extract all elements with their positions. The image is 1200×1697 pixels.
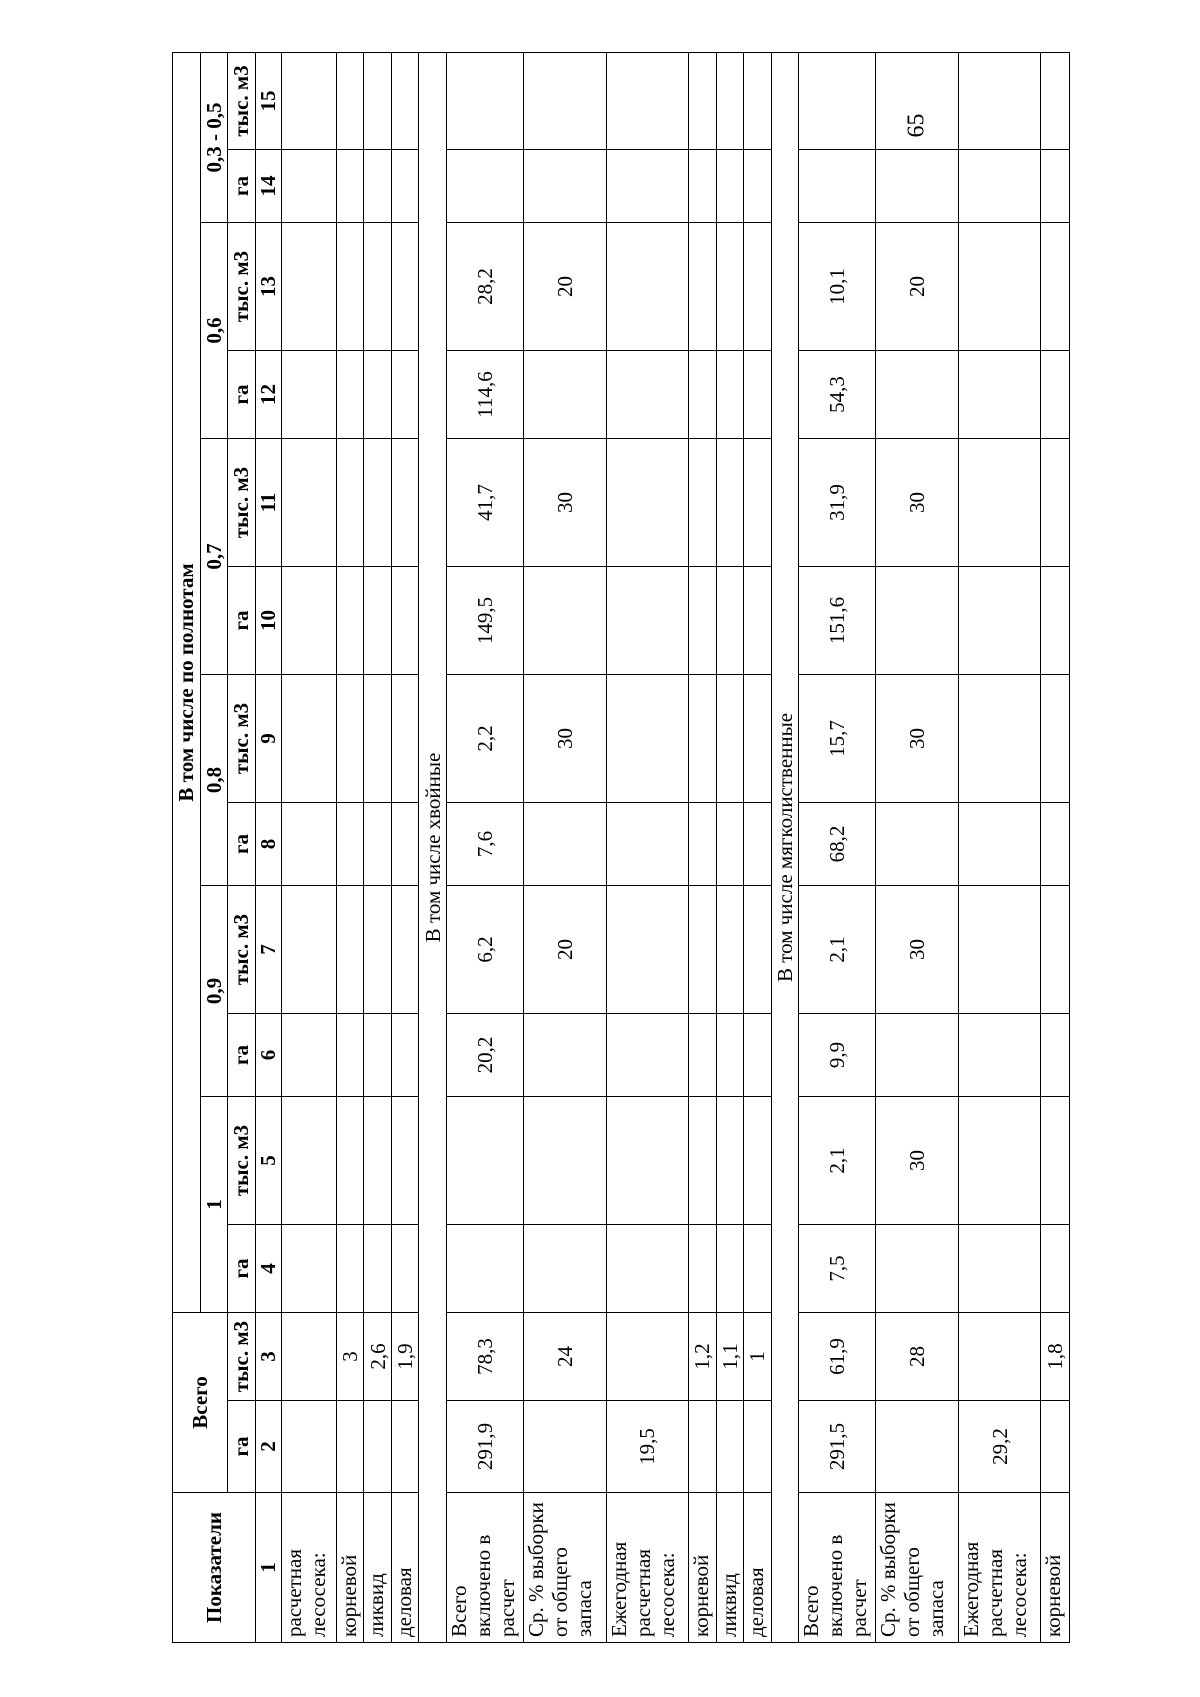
table-cell bbox=[606, 566, 689, 674]
header-col-number: 9 bbox=[255, 674, 281, 802]
table-cell bbox=[336, 222, 364, 350]
table-cell bbox=[336, 350, 364, 438]
section-header: В том числе мягколиственные bbox=[771, 52, 799, 1642]
table-cell bbox=[391, 1224, 419, 1312]
table-cell bbox=[716, 566, 744, 674]
rotated-table-container bbox=[172, 53, 1070, 1643]
header-col-number: 13 bbox=[255, 222, 281, 350]
table-cell bbox=[799, 52, 876, 149]
table-cell bbox=[606, 802, 689, 885]
header-unit-ha: га bbox=[228, 1224, 256, 1312]
row-label: деловая bbox=[744, 1493, 772, 1643]
table-cell bbox=[446, 1224, 523, 1312]
table-cell bbox=[716, 1013, 744, 1096]
table-cell: 30 bbox=[524, 674, 607, 802]
header-unit-ha: га bbox=[228, 1013, 256, 1096]
table-cell bbox=[716, 350, 744, 438]
table-cell bbox=[446, 1096, 523, 1224]
table-cell: 28 bbox=[876, 1312, 959, 1400]
table-cell: 29,2 bbox=[958, 1401, 1041, 1493]
table-cell bbox=[391, 674, 419, 802]
header-col-number: 8 bbox=[255, 802, 281, 885]
table-cell: 20,2 bbox=[446, 1013, 523, 1096]
table-cell bbox=[744, 674, 772, 802]
header-col-number: 1 bbox=[255, 1493, 281, 1643]
table-cell bbox=[524, 566, 607, 674]
table-cell: 30 bbox=[876, 885, 959, 1013]
table-cell bbox=[606, 885, 689, 1013]
header-unit-ha: га bbox=[228, 350, 256, 438]
table-cell: 1,8 bbox=[1041, 1312, 1070, 1400]
header-density: 0,8 bbox=[200, 674, 228, 885]
table-cell bbox=[958, 1312, 1041, 1400]
table-cell bbox=[364, 802, 392, 885]
table-cell: 30 bbox=[876, 674, 959, 802]
table-cell bbox=[716, 885, 744, 1013]
forest-harvest-table bbox=[172, 52, 1070, 1643]
header-col-number: 4 bbox=[255, 1224, 281, 1312]
table-cell bbox=[281, 350, 336, 438]
table-cell bbox=[364, 149, 392, 222]
header-by-density: В том числе по полнотам bbox=[173, 52, 201, 1312]
table-cell bbox=[958, 674, 1041, 802]
table-cell: 291,5 bbox=[799, 1401, 876, 1493]
table-cell bbox=[1041, 674, 1070, 802]
table-cell bbox=[391, 438, 419, 566]
header-col-number: 15 bbox=[255, 52, 281, 149]
header-unit-volume: тыс. м3 bbox=[228, 674, 256, 802]
table-cell bbox=[524, 1401, 607, 1493]
table-cell bbox=[716, 149, 744, 222]
table-cell bbox=[391, 149, 419, 222]
header-density: 0,3 - 0,5 bbox=[200, 52, 228, 222]
table-cell bbox=[744, 52, 772, 149]
table-cell bbox=[606, 1013, 689, 1096]
header-col-number: 6 bbox=[255, 1013, 281, 1096]
table-cell bbox=[1041, 1224, 1070, 1312]
table-cell bbox=[281, 149, 336, 222]
table-cell: 78,3 bbox=[446, 1312, 523, 1400]
table-cell bbox=[744, 438, 772, 566]
table-cell bbox=[606, 149, 689, 222]
table-cell: 20 bbox=[876, 222, 959, 350]
row-label: расчетная лесосека: bbox=[281, 1493, 336, 1643]
header-col-number: 5 bbox=[255, 1096, 281, 1224]
table-cell bbox=[446, 149, 523, 222]
row-label: Всего включено в расчет bbox=[799, 1493, 876, 1643]
table-cell bbox=[958, 1013, 1041, 1096]
table-cell bbox=[524, 1224, 607, 1312]
table-cell bbox=[336, 438, 364, 566]
table-cell bbox=[1041, 1013, 1070, 1096]
table-cell: 1,9 bbox=[391, 1312, 419, 1400]
header-col-number: 3 bbox=[255, 1312, 281, 1400]
table-cell: 30 bbox=[876, 1096, 959, 1224]
table-cell bbox=[1041, 222, 1070, 350]
header-density: 0,7 bbox=[200, 438, 228, 674]
header-col-number: 7 bbox=[255, 885, 281, 1013]
table-cell: 3 bbox=[336, 1312, 364, 1400]
table-cell bbox=[1041, 566, 1070, 674]
table-cell bbox=[281, 1013, 336, 1096]
table-cell bbox=[336, 1096, 364, 1224]
table-cell bbox=[364, 1096, 392, 1224]
table-cell bbox=[606, 674, 689, 802]
table-cell bbox=[689, 1013, 717, 1096]
table-cell bbox=[391, 1013, 419, 1096]
table-cell bbox=[281, 1401, 336, 1493]
table-cell bbox=[744, 1401, 772, 1493]
table-cell bbox=[716, 52, 744, 149]
table-cell bbox=[876, 1224, 959, 1312]
table-cell: 61,9 bbox=[799, 1312, 876, 1400]
table-cell bbox=[391, 350, 419, 438]
header-total: Всего bbox=[173, 1312, 228, 1492]
table-cell: 6,2 bbox=[446, 885, 523, 1013]
table-cell bbox=[606, 222, 689, 350]
row-label: ликвид bbox=[716, 1493, 744, 1643]
table-cell bbox=[391, 885, 419, 1013]
table-cell bbox=[689, 674, 717, 802]
table-cell bbox=[744, 1013, 772, 1096]
section-header: В том числе хвойные bbox=[419, 52, 447, 1642]
header-unit-volume: тыс. м3 bbox=[228, 1312, 256, 1400]
table-cell bbox=[391, 1401, 419, 1493]
table-cell bbox=[716, 1401, 744, 1493]
header-col-number: 2 bbox=[255, 1401, 281, 1493]
table-cell: 68,2 bbox=[799, 802, 876, 885]
table-cell bbox=[336, 1224, 364, 1312]
row-label: деловая bbox=[391, 1493, 419, 1643]
table-cell bbox=[744, 350, 772, 438]
table-cell bbox=[336, 885, 364, 1013]
table-cell bbox=[336, 674, 364, 802]
table-cell bbox=[876, 350, 959, 438]
table-cell bbox=[606, 1224, 689, 1312]
table-cell: 9,9 bbox=[799, 1013, 876, 1096]
table-cell bbox=[689, 885, 717, 1013]
table-cell bbox=[958, 1096, 1041, 1224]
table-cell: 20 bbox=[524, 222, 607, 350]
table-cell bbox=[281, 52, 336, 149]
table-cell bbox=[606, 1312, 689, 1400]
table-cell: 24 bbox=[524, 1312, 607, 1400]
row-label: корневой bbox=[1041, 1493, 1070, 1643]
header-col-number: 14 bbox=[255, 149, 281, 222]
table-cell: 30 bbox=[524, 438, 607, 566]
table-cell bbox=[336, 802, 364, 885]
table-cell: 10,1 bbox=[799, 222, 876, 350]
table-cell bbox=[744, 802, 772, 885]
table-cell: 31,9 bbox=[799, 438, 876, 566]
table-cell bbox=[336, 149, 364, 222]
table-cell bbox=[391, 1096, 419, 1224]
table-cell bbox=[524, 1096, 607, 1224]
table-cell bbox=[1041, 149, 1070, 222]
table-cell bbox=[1041, 438, 1070, 566]
table-cell bbox=[364, 222, 392, 350]
table-cell bbox=[958, 566, 1041, 674]
table-cell bbox=[391, 52, 419, 149]
table-cell bbox=[876, 1401, 959, 1493]
row-label: Всего включено в расчет bbox=[446, 1493, 523, 1643]
table-cell bbox=[336, 566, 364, 674]
row-label: Ежегодная расчетная лесосека: bbox=[606, 1493, 689, 1643]
table-cell: 7,6 bbox=[446, 802, 523, 885]
table-cell bbox=[281, 1096, 336, 1224]
table-cell bbox=[876, 802, 959, 885]
table-cell bbox=[606, 350, 689, 438]
table-cell bbox=[689, 52, 717, 149]
table-cell bbox=[606, 438, 689, 566]
table-cell: 19,5 bbox=[606, 1401, 689, 1493]
table-cell bbox=[689, 1224, 717, 1312]
header-unit-volume: тыс. м3 bbox=[228, 438, 256, 566]
header-density: 1 bbox=[200, 1096, 228, 1312]
table-cell bbox=[716, 222, 744, 350]
table-cell: 7,5 bbox=[799, 1224, 876, 1312]
table-cell bbox=[606, 52, 689, 149]
table-cell: 41,7 bbox=[446, 438, 523, 566]
table-cell: 2,1 bbox=[799, 1096, 876, 1224]
table-cell bbox=[716, 1224, 744, 1312]
table-cell: 1,1 bbox=[716, 1312, 744, 1400]
page-number: 65 bbox=[903, 113, 930, 138]
table-cell bbox=[364, 438, 392, 566]
table-cell: 291,9 bbox=[446, 1401, 523, 1493]
table-cell bbox=[391, 566, 419, 674]
header-density: 0,6 bbox=[200, 222, 228, 438]
table-cell bbox=[364, 1401, 392, 1493]
table-cell bbox=[336, 1013, 364, 1096]
table-cell bbox=[744, 149, 772, 222]
table-cell bbox=[524, 149, 607, 222]
table-cell: 54,3 bbox=[799, 350, 876, 438]
table-cell bbox=[446, 52, 523, 149]
row-label: корневой bbox=[689, 1493, 717, 1643]
table-cell bbox=[958, 222, 1041, 350]
table-cell bbox=[876, 52, 959, 149]
table-cell bbox=[364, 674, 392, 802]
table-cell bbox=[716, 1096, 744, 1224]
table-cell bbox=[281, 566, 336, 674]
table-cell: 114,6 bbox=[446, 350, 523, 438]
table-cell: 1,2 bbox=[689, 1312, 717, 1400]
table-cell: 149,5 bbox=[446, 566, 523, 674]
table-cell bbox=[958, 438, 1041, 566]
table-cell bbox=[958, 802, 1041, 885]
table-cell bbox=[1041, 802, 1070, 885]
header-unit-ha: га bbox=[228, 802, 256, 885]
table-cell bbox=[364, 1224, 392, 1312]
table-cell bbox=[606, 1096, 689, 1224]
header-unit-ha: га bbox=[228, 1401, 256, 1493]
table-cell bbox=[958, 149, 1041, 222]
table-cell bbox=[336, 52, 364, 149]
table-cell bbox=[744, 1096, 772, 1224]
table-cell bbox=[281, 1312, 336, 1400]
table-cell bbox=[1041, 52, 1070, 149]
table-cell bbox=[281, 802, 336, 885]
table-cell bbox=[1041, 1096, 1070, 1224]
table-cell bbox=[281, 438, 336, 566]
table-cell bbox=[876, 149, 959, 222]
header-unit-volume: тыс. м3 bbox=[228, 885, 256, 1013]
table-cell bbox=[391, 802, 419, 885]
table-cell bbox=[744, 1224, 772, 1312]
table-cell bbox=[281, 222, 336, 350]
table-cell bbox=[716, 438, 744, 566]
table-cell bbox=[876, 1013, 959, 1096]
table-cell bbox=[391, 222, 419, 350]
table-cell: 151,6 bbox=[799, 566, 876, 674]
header-indicators: Показатели bbox=[173, 1493, 256, 1643]
header-unit-volume: тыс. м3 bbox=[228, 222, 256, 350]
table-cell bbox=[364, 350, 392, 438]
table-cell bbox=[524, 350, 607, 438]
table-cell bbox=[958, 52, 1041, 149]
table-cell bbox=[524, 52, 607, 149]
table-cell bbox=[958, 885, 1041, 1013]
table-cell bbox=[1041, 350, 1070, 438]
table-cell bbox=[364, 1013, 392, 1096]
table-cell bbox=[716, 802, 744, 885]
table-cell bbox=[524, 1013, 607, 1096]
header-unit-ha: га bbox=[228, 566, 256, 674]
table-cell: 28,2 bbox=[446, 222, 523, 350]
table-cell: 20 bbox=[524, 885, 607, 1013]
table-cell: 30 bbox=[876, 438, 959, 566]
row-label: Ср. % выборки от общего запаса bbox=[876, 1493, 959, 1643]
header-col-number: 12 bbox=[255, 350, 281, 438]
table-cell bbox=[689, 149, 717, 222]
table-cell bbox=[799, 149, 876, 222]
table-cell bbox=[876, 566, 959, 674]
header-density: 0,9 bbox=[200, 885, 228, 1096]
table-cell bbox=[958, 1224, 1041, 1312]
table-cell bbox=[689, 350, 717, 438]
row-label: Ежегодная расчетная лесосека: bbox=[958, 1493, 1041, 1643]
table-cell bbox=[364, 885, 392, 1013]
table-cell bbox=[524, 802, 607, 885]
header-unit-volume: тыс. м3 bbox=[228, 1096, 256, 1224]
table-cell bbox=[716, 674, 744, 802]
table-cell bbox=[336, 1401, 364, 1493]
header-unit-volume: тыс. м3 bbox=[228, 52, 256, 149]
table-cell bbox=[744, 566, 772, 674]
table-cell bbox=[689, 438, 717, 566]
table-cell bbox=[958, 350, 1041, 438]
table-cell bbox=[744, 885, 772, 1013]
table-cell bbox=[1041, 885, 1070, 1013]
row-label: Ср. % выборки от общего запаса bbox=[524, 1493, 607, 1643]
table-cell bbox=[689, 1401, 717, 1493]
header-unit-ha: га bbox=[228, 149, 256, 222]
table-cell bbox=[689, 802, 717, 885]
header-col-number: 10 bbox=[255, 566, 281, 674]
table-cell bbox=[689, 222, 717, 350]
table-cell bbox=[281, 885, 336, 1013]
table-cell bbox=[364, 566, 392, 674]
table-cell bbox=[689, 566, 717, 674]
table-cell bbox=[281, 674, 336, 802]
table-cell bbox=[744, 222, 772, 350]
table-cell: 1 bbox=[744, 1312, 772, 1400]
table-cell: 2,2 bbox=[446, 674, 523, 802]
table-cell: 15,7 bbox=[799, 674, 876, 802]
table-cell: 2,1 bbox=[799, 885, 876, 1013]
table-cell bbox=[1041, 1401, 1070, 1493]
row-label: корневой bbox=[336, 1493, 364, 1643]
table-cell bbox=[689, 1096, 717, 1224]
table-cell bbox=[364, 52, 392, 149]
row-label: ликвид bbox=[364, 1493, 392, 1643]
header-col-number: 11 bbox=[255, 438, 281, 566]
table-cell: 2,6 bbox=[364, 1312, 392, 1400]
table-cell bbox=[281, 1224, 336, 1312]
